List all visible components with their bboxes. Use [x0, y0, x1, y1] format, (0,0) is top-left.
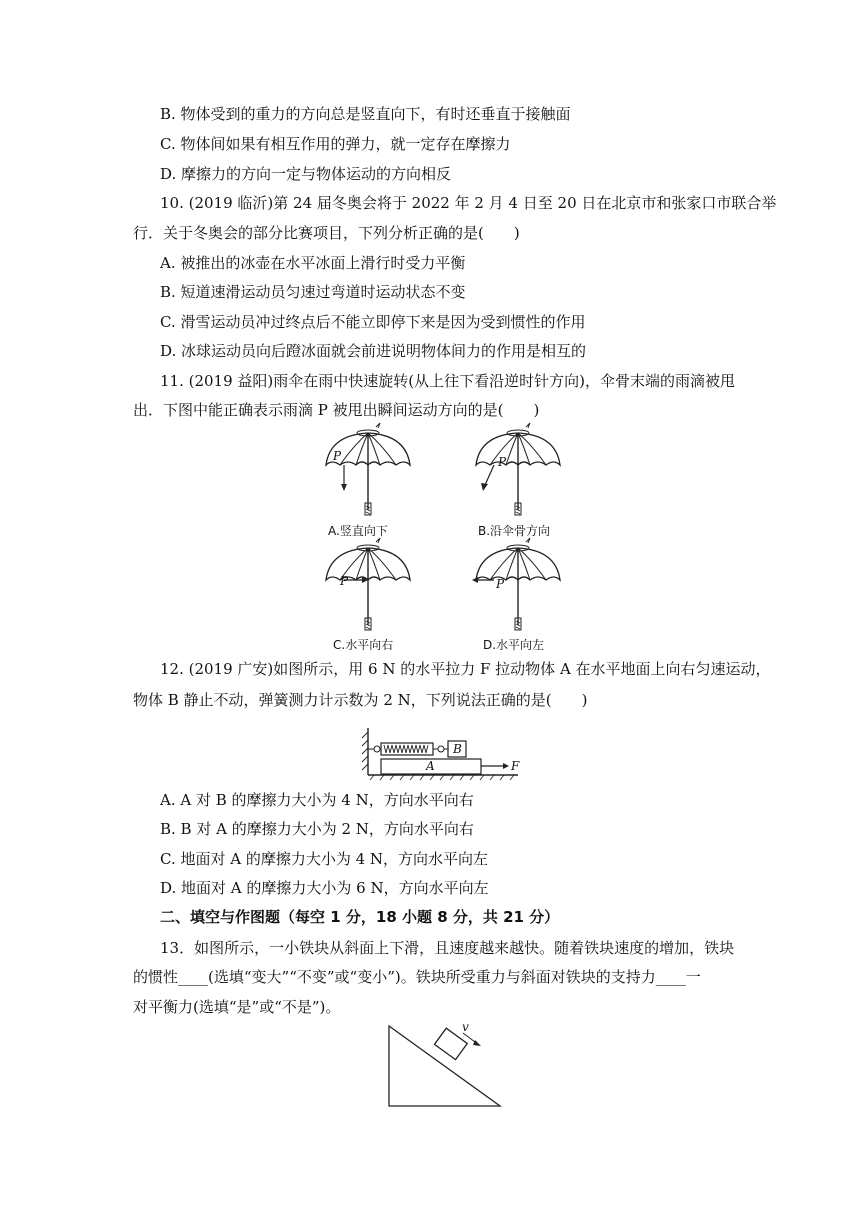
q9-option-d: D. 摩擦力的方向一定与物体运动的方向相反 — [160, 165, 452, 183]
q12-label-a: A — [426, 759, 435, 773]
q10-option-a: A. 被推出的冰壶在水平冰面上滑行时受力平衡 — [160, 254, 466, 272]
q9-option-b: B. 物体受到的重力的方向总是竖直向下，有时还垂直于接触面 — [160, 105, 571, 123]
umbrella-figure-b — [468, 425, 568, 520]
q13-velocity-label: v — [462, 1020, 469, 1034]
q13-line1: 13．如图所示，一小铁块从斜面上下滑，且速度越来越快。随着铁块速度的增加，铁块 — [160, 939, 735, 957]
q11-stem-line2: 出．下图中能正确表示雨滴 P 被甩出瞬间运动方向的是( ) — [133, 401, 540, 419]
q11-stem-line1: 11. (2019 益阳)雨伞在雨中快速旋转(从上往下看沿逆时针方向)，伞骨末端的雨滴被甩 — [160, 372, 735, 390]
q11-point-label-d: P — [496, 577, 505, 591]
q13-line2: 的惯性____(选填“变大”“不变”或“变小”)。铁块所受重力与斜面对铁块的支持力____一 — [133, 968, 701, 986]
q12-stem-line1: 12. (2019 广安)如图所示，用 6 N 的水平拉力 F 拉动物体 A 在水平地面上向右匀速运动， — [160, 660, 771, 678]
q13-line3: 对平衡力(选填“是”或“不是”)。 — [133, 998, 341, 1016]
q9-option-c: C. 物体间如果有相互作用的弹力，就一定存在摩擦力 — [160, 135, 511, 153]
q10-option-b: B. 短道速滑运动员匀速过弯道时运动状态不变 — [160, 283, 466, 301]
q12-option-c: C. 地面对 A 的摩擦力大小为 4 N，方向水平向左 — [160, 850, 489, 868]
q11-caption-c: C.水平向右 — [333, 638, 394, 652]
q10-stem-line2: 行．关于冬奥会的部分比赛项目，下列分析正确的是( ) — [133, 224, 520, 242]
q10-stem-line1: 10. (2019 临沂)第 24 届冬奥会将于 2022 年 2 月 4 日至 20 日在北京市和张家口市联合举 — [160, 194, 777, 212]
q11-caption-d: D.水平向左 — [483, 638, 545, 652]
q10-option-d: D. 冰球运动员向后蹬冰面就会前进说明物体间力的作用是相互的 — [160, 342, 587, 360]
umbrella-figure-d — [468, 540, 568, 635]
q12-option-d: D. 地面对 A 的摩擦力大小为 6 N，方向水平向左 — [160, 879, 489, 897]
q12-stem-line2: 物体 B 静止不动，弹簧测力计示数为 2 N，下列说法正确的是( ) — [133, 691, 588, 709]
q11-caption-a: A.竖直向下 — [328, 524, 388, 538]
spring-scale-figure — [358, 728, 528, 780]
q11-point-label-c: P — [340, 574, 349, 588]
q12-option-b: B. B 对 A 的摩擦力大小为 2 N，方向水平向右 — [160, 820, 474, 838]
q12-label-f: F — [511, 759, 520, 773]
q12-option-a: A. A 对 B 的摩擦力大小为 4 N，方向水平向右 — [160, 791, 474, 809]
q11-caption-b: B.沿伞骨方向 — [478, 524, 551, 538]
umbrella-figure-c — [318, 540, 418, 635]
q10-option-c: C. 滑雪运动员冲过终点后不能立即停下来是因为受到惯性的作用 — [160, 313, 586, 331]
umbrella-figure-a — [318, 425, 418, 520]
q11-point-label-b: P — [498, 455, 507, 469]
section2-heading: 二、填空与作图题（每空 1 分，18 小题 8 分，共 21 分） — [160, 908, 560, 926]
incline-figure — [385, 1020, 505, 1110]
q11-point-label-a: P — [333, 449, 342, 463]
q12-label-b: B — [453, 742, 462, 756]
